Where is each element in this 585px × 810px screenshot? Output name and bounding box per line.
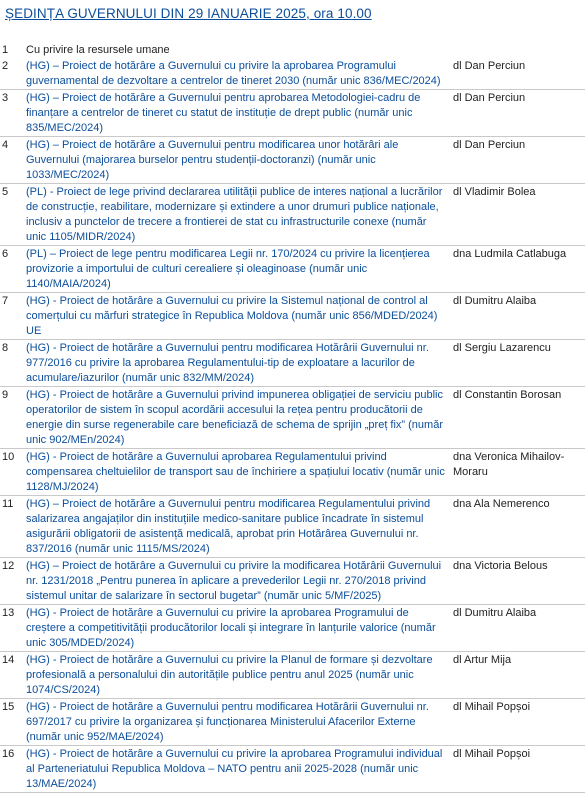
item-responsible: dl Dumitru Alaiba [451,293,585,340]
item-responsible: dl Vladimir Bolea [451,184,585,246]
table-row [0,558,585,605]
item-number: 2 [0,58,24,90]
item-responsible: dl Sergiu Lazarencu [451,340,585,387]
item-responsible: dna Veronica Mihailov-Moraru [451,449,585,496]
table-row [0,58,585,90]
table-row [0,652,585,699]
item-responsible [451,42,585,58]
item-number: 7 [0,293,24,340]
item-responsible: dna Ludmila Catlabuga [451,246,585,293]
item-link[interactable]: (PL) – Proiect de lege pentru modificarea Legii nr. 170/2024 cu privire la licențierea provizorie a importului de culturi cerealiere și oleaginoase (număr unic 1140/MAIA/2024) [24,246,451,293]
agenda-body [0,42,585,793]
item-link[interactable]: (HG) - Proiect de hotărâre a Guvernului cu privire la Sistemul național de control al comerțului cu mărfuri strategice în Republica Moldova (număr unic 856/MDED/2024) UE [24,293,451,340]
item-text: Cu privire la resursele umane [26,44,170,56]
item-link[interactable]: (HG) - Proiect de hotărâre a Guvernului cu privire la Planul de formare și dezvoltare profesională a personalului din autoritățile publice pentru anul 2025 (număr unic 1074/CS/2024) [24,652,451,699]
item-responsible: dl Dan Perciun [451,137,585,184]
item-number: 6 [0,246,24,293]
item-link[interactable]: (HG) - Proiect de hotărâre a Guvernului cu privire la aprobarea Programului de creștere a competitivității producătorilor locali și integrare în lanțurile valorice (număr unic 305/MDED/2024) [24,605,451,652]
table-row [0,387,585,449]
item-responsible: dl Dan Perciun [451,90,585,137]
item-number: 4 [0,137,24,184]
item-number: 1 [2,44,9,56]
item-responsible: dl Dumitru Alaiba [451,605,585,652]
item-link[interactable]: (HG) – Proiect de hotărâre a Guvernului pentru aprobarea Metodologiei-cadru de finanțare a centrelor de tineret cu statut de instituție de drept public (număr unic 835/MEC/2024) [24,90,451,137]
item-number: 13 [0,605,24,652]
item-number: 10 [0,449,24,496]
item-link[interactable]: (HG) - Proiect de hotărâre a Guvernului aprobarea Regulamentului privind compensarea cheltuielilor de transport sau de închiriere a spațiului locativ (număr unic 1128/MJ/2024) [24,449,451,496]
item-number: 8 [0,340,24,387]
table-row [0,699,585,746]
item-number: 15 [0,699,24,746]
item-link[interactable]: (HG) - Proiect de hotărâre a Guvernului cu privire la aprobarea Programului individual al Parteneriatului Republica Moldova – NATO pentru anii 2025-2028 (număr unic 13/MAE/2024) [24,746,451,793]
item-link[interactable]: (PL) - Proiect de lege privind declararea utilității publice de interes național a lucrărilor de construcție, reabilitare, modernizare și extindere a unor drumuri publice naționale, inclusiv a punctelor de trecere a frontierei de stat cu infrastructurile conexe (număr unic 1105/MIDR/2024) [24,184,451,246]
item-number: 16 [0,746,24,793]
table-row [0,605,585,652]
item-responsible: dna Victoria Belous [451,558,585,605]
item-responsible: dl Mihail Popșoi [451,746,585,793]
agenda-table [0,42,585,793]
item-responsible: dna Ala Nemerenco [451,496,585,558]
item-responsible: dl Dan Perciun [451,58,585,90]
item-number: 11 [0,496,24,558]
table-row [0,184,585,246]
page-title[interactable]: ȘEDINȚA GUVERNULUI DIN 29 IANUARIE 2025, ora 10.00 [5,6,372,21]
table-row [0,496,585,558]
item-responsible: dl Constantin Borosan [451,387,585,449]
table-row [0,42,585,58]
item-number: 9 [0,387,24,449]
table-row [0,340,585,387]
table-row [0,449,585,496]
item-number: 12 [0,558,24,605]
item-link[interactable]: (HG) – Proiect de hotărâre a Guvernului pentru modificarea Regulamentului privind salarizarea angajaților din instituțiile medico-sanitare publice încadrate în sistemul asigurării obligatorii de asistență medicală, aprobat prin Hotărârea Guvernului nr. 837/2016 (număr unic 1115/MS/2024) [24,496,451,558]
item-link[interactable]: (HG) – Proiect de hotărâre a Guvernului cu privire la modificarea Hotărârii Guvernului nr. 1231/2018 „Pentru punerea în aplicare a prevederilor Legii nr. 270/2018 privind sistemul unitar de salarizare în sectorul bugetar” (număr unic 5/MF/2025) [24,558,451,605]
item-link[interactable]: (HG) – Proiect de hotărâre a Guvernului pentru modificarea unor hotărâri ale Guvernului (majorarea burselor pentru studenții-doctoranzi) (număr unic 1033/MEC/2024) [24,137,451,184]
item-number: 14 [0,652,24,699]
item-link[interactable]: (HG) – Proiect de hotărâre a Guvernului cu privire la aprobarea Programului guvernamental de dezvoltare a centrelor de tineret 2030 (număr unic 836/MEC/2024) [24,58,451,90]
item-responsible: dl Artur Mija [451,652,585,699]
table-row [0,137,585,184]
table-row [0,746,585,793]
table-row [0,293,585,340]
item-number: 5 [0,184,24,246]
item-responsible: dl Mihail Popșoi [451,699,585,746]
table-row [0,90,585,137]
item-number: 3 [0,90,24,137]
table-row [0,246,585,293]
item-link[interactable]: (HG) - Proiect de hotărâre a Guvernului privind impunerea obligației de serviciu public operatorilor de sistem în scopul acordării accesului la rețea pentru producătorii de energie din surse regenerabile care beneficiază de schema de sprijin „preț fix” (număr unic 902/MEn/2024) [24,387,451,449]
item-link[interactable]: (HG) - Proiect de hotărâre a Guvernului pentru modificarea Hotărârii Guvernului nr. 697/2017 cu privire la organizarea și funcționarea Ministerului Afacerilor Externe (număr unic 952/MAE/2024) [24,699,451,746]
item-link[interactable]: (HG) - Proiect de hotărâre a Guvernului pentru modificarea Hotărârii Guvernului nr. 977/2016 cu privire la aprobarea Regulamentului-tip de exploatare a lacurilor de acumulare/iazurilor (număr unic 832/MM/2024) [24,340,451,387]
